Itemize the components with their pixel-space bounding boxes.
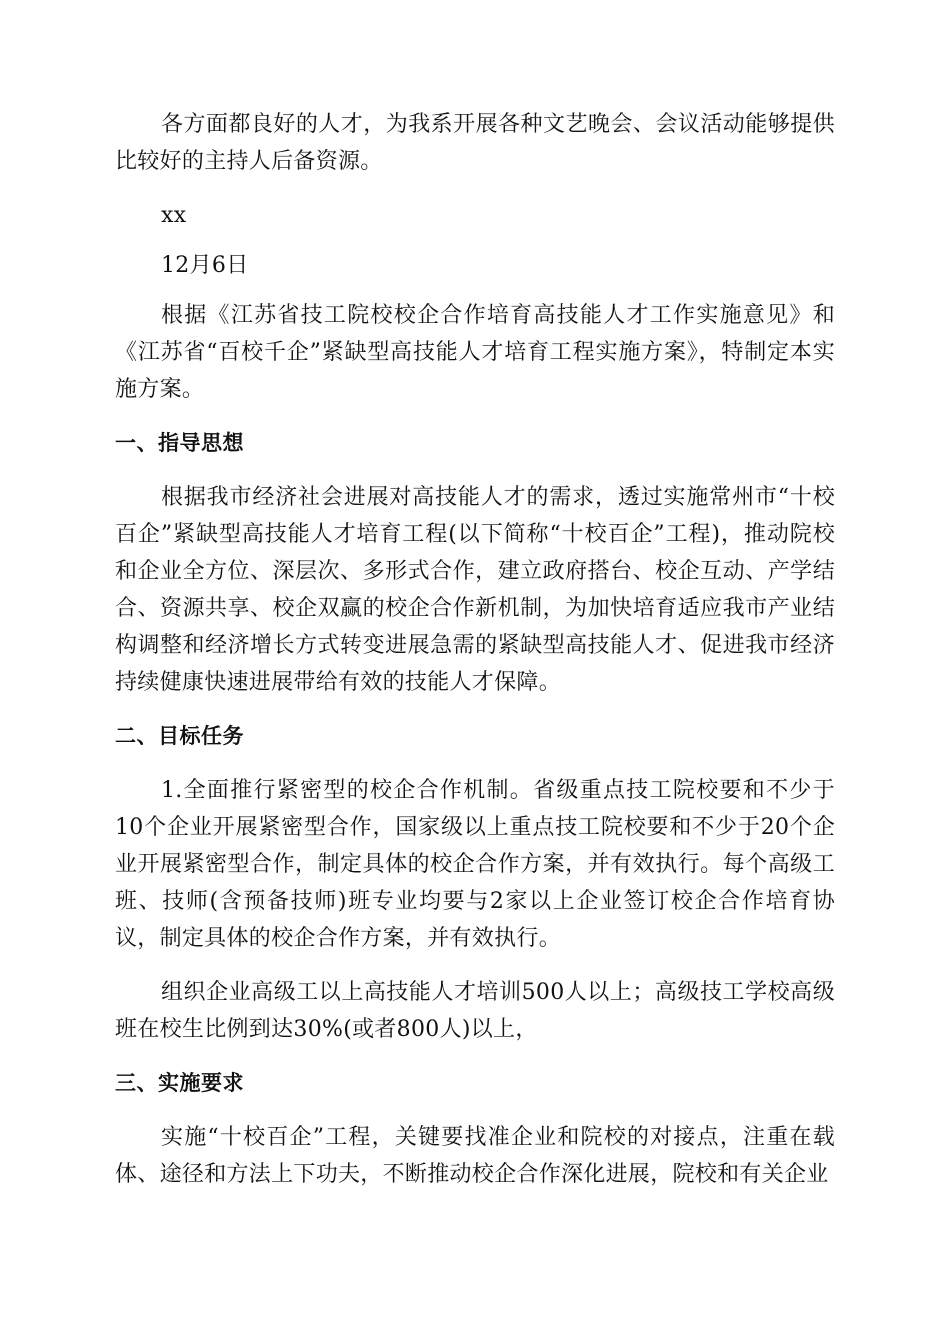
paragraph-basis: 根据《江苏省技工院校校企合作培育高技能人才工作实施意见》和《江苏省“百校千企”紧缺型高技能人才培育工程实施方案》，特制定本实施方案。 <box>115 303 835 402</box>
paragraph-training-target: 组织企业高级工以上高技能人才培训500人以上；高级技工学校高级班在校生比例到达30%(或者800人)以上， <box>115 980 835 1042</box>
heading-goals-tasks: 二、目标任务 <box>115 724 244 748</box>
paragraph-goal-1: 1.全面推行紧密型的校企合作机制。省级重点技工院校要和不少于10个企业开展紧密型合作，国家级以上重点技工院校要和不少于20个企业开展紧密型合作，制定具体的校企合作方案，并有效执行。每个高级工班、技师(含预备技师)班专业均要与2家以上企业签订校企合作培育协议，制定具体的校企合作方案，并有效执行。 <box>115 778 835 951</box>
paragraph-host-resources: 各方面都良好的人才，为我系开展各种文艺晚会、会议活动能够提供比较好的主持人后备资源。 <box>115 112 835 174</box>
heading-guiding-ideology: 一、指导思想 <box>115 431 244 455</box>
paragraph-implementation: 实施“十校百企”工程，关键要找准企业和院校的对接点，注重在载体、途径和方法上下功夫，不断推动校企合作深化进展，院校和有关企业 <box>115 1125 835 1187</box>
heading-implementation-requirements: 三、实施要求 <box>115 1071 244 1095</box>
paragraph-guiding-ideology: 根据我市经济社会进展对高技能人才的需求，透过实施常州市“十校百企”紧缺型高技能人才培育工程(以下简称“十校百企”工程)，推动院校和企业全方位、深层次、多形式合作，建立政府搭台、校企互动、产学结合、资源共享、校企双赢的校企合作新机制，为加快培育适应我市产业结构调整和经济增长方式转变进展急需的紧缺型高技能人才、促进我市经济持续健康快速进展带给有效的技能人才保障。 <box>115 485 835 695</box>
paragraph-signature: xx <box>161 203 187 228</box>
document-page <box>115 106 835 1210</box>
paragraph-date: 12月6日 <box>161 253 249 278</box>
